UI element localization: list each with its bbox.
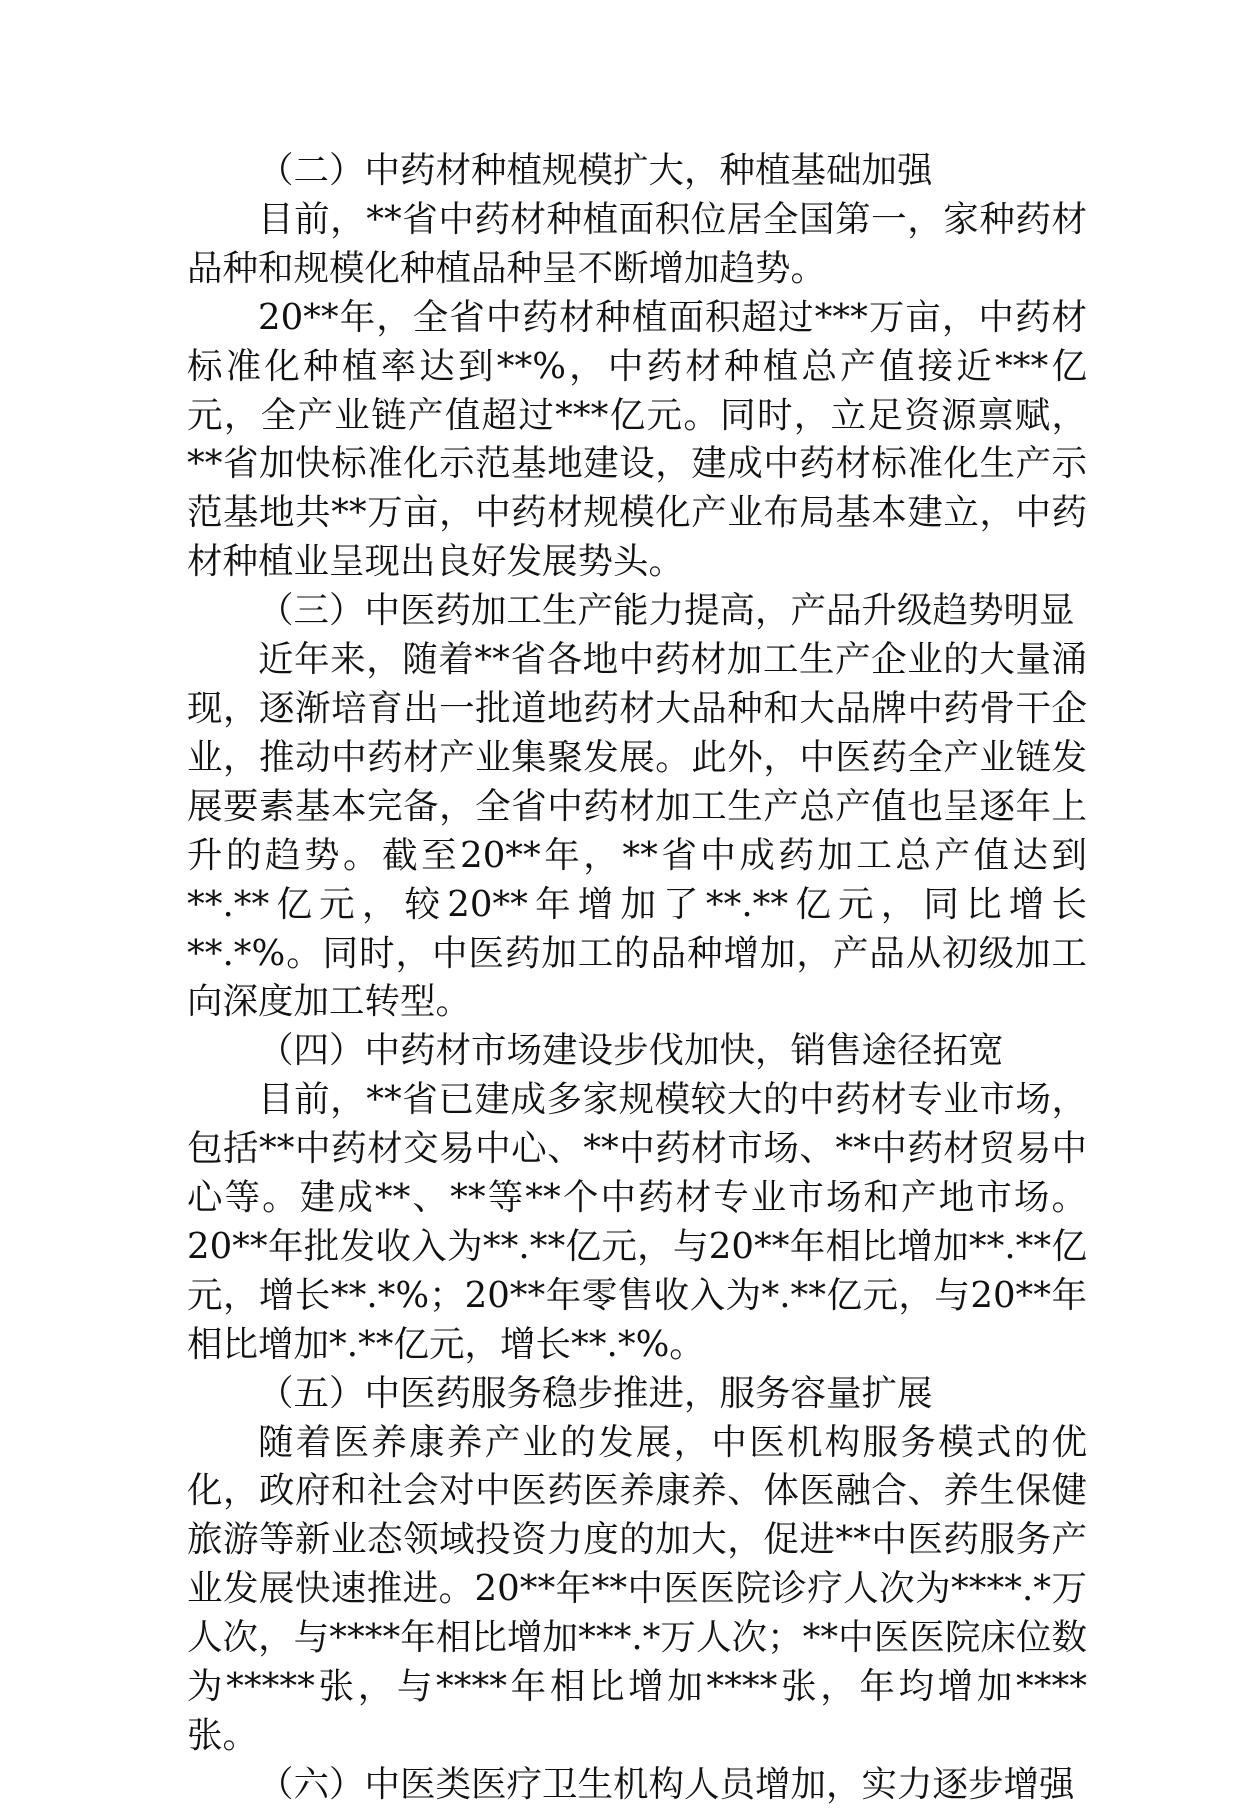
body-paragraph: 随着医养康养产业的发展，中医机构服务模式的优化，政府和社会对中医药医养康养、体医融合、养生保健旅游等新业态领域投资力度的加大，促进**中医药服务产业发展快速推进。20**年**中医医院诊疗人次为****.*万人次，与****年相比增加***.*万人次；**中医医院床位数为*****张，与****年相比增加****张，年均增加****张。	[187, 1421, 1087, 1756]
section-heading: （三）中医药加工生产能力提高，产品升级趋势明显	[258, 590, 1075, 632]
document-page	[187, 147, 1087, 1810]
section-heading: （六）中医类医疗卫生机构人员增加，实力逐步增强	[258, 1763, 1075, 1805]
body-paragraph: 目前，**省中药材种植面积位居全国第一，家种药材品种和规模化种植品种呈不断增加趋势。	[187, 198, 1087, 289]
body-paragraph: 20**年，全省中药材种植面积超过***万亩，中药材标准化种植率达到**%，中药材种植总产值接近***亿元，全产业链产值超过***亿元。同时，立足资源禀赋，**省加快标准化示范基地建设，建成中药材标准化生产示范基地共**万亩，中药材规模化产业布局基本建立，中药材种植业呈现出良好发展势头。	[187, 296, 1087, 583]
body-paragraph: 近年来，随着**省各地中药材加工生产企业的大量涌现，逐渐培育出一批道地药材大品种和大品牌中药骨干企业，推动中药材产业集聚发展。此外，中医药全产业链发展要素基本完备，全省中药材加工生产总产值也呈逐年上升的趋势。截至20**年，**省中成药加工总产值达到**.**亿元，较20**年增加了**.**亿元，同比增长**.*%。同时，中医药加工的品种增加，产品从初级加工向深度加工转型。	[187, 639, 1087, 1023]
section-heading: （四）中药材市场建设步伐加快，销售途径拓宽	[258, 1030, 1004, 1072]
body-paragraph: 目前，**省已建成多家规模较大的中药材专业市场，包括**中药材交易中心、**中药材市场、**中药材贸易中心等。建成**、**等**个中药材专业市场和产地市场。20**年批发收入为**.**亿元，与20**年相比增加**.**亿元，增长**.*%；20**年零售收入为*.**亿元，与20**年相比增加*.**亿元，增长**.*%。	[187, 1079, 1087, 1365]
section-heading: （五）中医药服务稳步推进，服务容量扩展	[258, 1372, 933, 1414]
section-heading: （二）中药材种植规模扩大，种植基础加强	[258, 150, 933, 191]
